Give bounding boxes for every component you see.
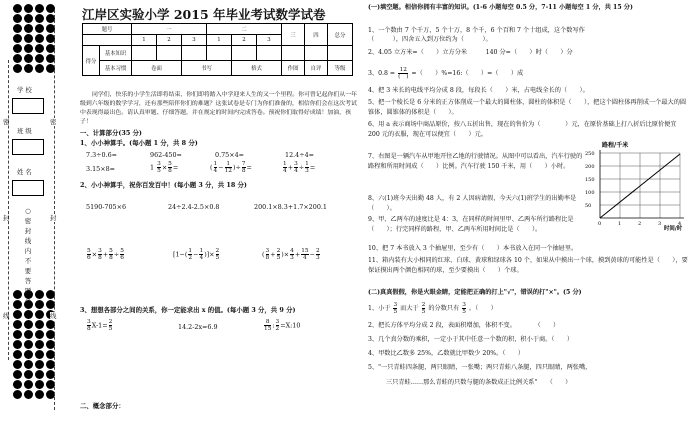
seal-char-2: 封 [3, 214, 10, 222]
warning-char: 不 [24, 257, 32, 265]
binding-hole [13, 350, 22, 359]
fill-q1: 1、一个数由 7 个千万，5 个十万，8 个千，6 个百和 7 个十组成，这个数写作 [368, 27, 585, 34]
score-cell[interactable] [207, 46, 232, 61]
binding-hole [35, 34, 44, 43]
q3-eq3-text: X:10 [285, 321, 301, 330]
binding-hole [35, 350, 44, 359]
tf-q5: 5、"一只青蛙四条腿，两只眼睛，一张嘴；两只青蛙八条腿，四只眼睛，两张嘴， [368, 364, 592, 371]
q2-item-frac1: $\frac{5}{6}$ × $\frac{3}{8}$ + $\frac{5}{8}$ ÷ $\frac{5}{6}$ [87, 248, 124, 261]
binding-hole [13, 320, 22, 329]
binding-hole [13, 390, 22, 399]
name-label: 姓 名 [17, 168, 32, 176]
q1-item: 12.4÷4= [285, 151, 315, 159]
binding-hole [24, 54, 33, 63]
binding-holes-top [13, 4, 56, 73]
binding-hole [24, 340, 33, 349]
binding-hole [24, 330, 33, 339]
x-tick-label: 3 [658, 221, 662, 227]
binding-hole [35, 320, 44, 329]
binding-hole [13, 290, 22, 299]
x-tick-label: 1 [618, 221, 622, 227]
binding-hole [24, 44, 33, 53]
x-tick-label: 0 [598, 221, 602, 227]
binding-hole [13, 34, 22, 43]
binding-hole [13, 360, 22, 369]
warning-char: 封 [24, 227, 32, 235]
binding-hole [35, 340, 44, 349]
binding-hole [24, 64, 33, 73]
score-cell[interactable] [156, 46, 181, 61]
fill-q11: 11、箱内装有大小相同的红球、白球、黄球和绿球各 10 个，如果从中摸出一个球，摸到黄球的可能性是（ ），要保证摸出两个颜色相同的球，至少要摸出（ ）个球。 [368, 257, 688, 274]
sub-num: 2 [232, 35, 257, 46]
fill-q8: 8、六(1)班今天出勤 48 人，有 2 人因病请假，今天六(1)班学生的出勤率是（ ）。 [368, 195, 577, 212]
graph-xlabel: 时间/时 [664, 226, 683, 232]
score-row-label: 得分 [83, 46, 100, 76]
tf-q5b: 三只青蛙……那么青蛙的只数与腿的条数成正比例关系" （ ） [386, 379, 572, 386]
section-2-title: 二、概念部分： [80, 402, 125, 410]
binding-hole [35, 44, 44, 53]
fill-q10: 10、把 7 本书放入 3 个抽屉里，至少有（ ）本书放入在同一个抽屉里。 [368, 245, 578, 252]
th-sec4: 四 [305, 24, 328, 46]
sub-num: 1 [132, 35, 157, 46]
warning-char: 密 [24, 217, 32, 225]
q3-title: 3、想想各部分之间的关系，你一定能求出 x 的值。(每小题 3 分，共 9 分) [80, 306, 296, 314]
fill-q6: 6、用 a 表示商场中商品原价，按八五折出售，现在的售价为（ ）元，在原价基础上打八折后比原价便宜 200 元的衣服，现在可以便宜（ ）元。 [368, 121, 677, 138]
binding-hole [35, 390, 44, 399]
tf-q2: 2、把长方体平均分成 2 段，表面积增加，体积不变。 （ ） [368, 322, 560, 329]
basic-knowledge-label: 基本知识 [100, 46, 132, 61]
sub-num: 1 [207, 35, 232, 46]
score-cell[interactable] [132, 46, 157, 61]
tf-q1-d: 。（ ） [468, 305, 497, 312]
binding-hole [13, 300, 22, 309]
warning-char: 题 [24, 287, 32, 295]
binding-hole [35, 300, 44, 309]
th-sec1: 一 [132, 24, 207, 35]
fill-q7: 7、右图是一辆汽车从甲地开往乙地的行驶情况。从图中可以看出，汽车行驶的路程和所用时间成（ ）比例。汽车行驶 150 千米，用（ ）小时。 [368, 153, 583, 170]
binding-hole [35, 54, 44, 63]
q1-item: 7.3÷0.6= [86, 151, 118, 159]
intro-paragraph: 同学们，快乐的小学生活即将结束，你们即将踏入中学迎来人生的又一个里程。你可曾记起你们从一年级到六年级的数学学习，还有那些陪伴你们的难题？这张试卷是专门为你们准备的，相信你们会在这次考试中表现得最出色。请认真审题、仔细答题，并在规定的时间内完成答卷。预祝你们取得好成绩！加油，孩子！ [80, 92, 358, 126]
habit-item: 等级 [328, 61, 353, 76]
th-sec2: 二 [207, 24, 282, 35]
name-field[interactable] [12, 180, 44, 196]
q1-item-frac1: 1 $\frac{3}{5}$ × $\frac{5}{8}$ = [150, 161, 179, 174]
q1-item: 3.15×8= [86, 165, 116, 173]
sub-num: 2 [156, 35, 181, 46]
warning-char: 答 [24, 277, 32, 285]
binding-hole [35, 360, 44, 369]
tf-q1-b: 而大于 [400, 305, 419, 312]
q1-item-frac3: $\frac{1}{4}$ + $\frac{3}{4}$ ÷ $\frac{1}{3}$ = [283, 161, 316, 174]
q2-item-frac2: [1−( $\frac{1}{2}$ − $\frac{1}{4}$ )]× $\frac{2}{5}$ [173, 248, 220, 261]
fill-q1b: （ ），四舍五入到万位约为（ ）。 [368, 36, 492, 43]
binding-hole [35, 330, 44, 339]
q3-eq1: $\frac{3}{8}$ X-1= $\frac{2}{5}$ [87, 319, 113, 332]
binding-hole [35, 290, 44, 299]
q2-item: 24÷2.4-2.5×0.8 [168, 203, 220, 211]
binding-hole [24, 380, 33, 389]
fill-q2: 2、4.05 立方米=（ ）立方分米 140 分=（ ）时（ ）分 [368, 49, 573, 56]
score-cell[interactable] [305, 46, 328, 61]
binding-hole [35, 370, 44, 379]
seal-char-r2: 封 [50, 214, 57, 222]
th-sec3: 三 [282, 24, 305, 46]
seal-char-1: 密 [3, 118, 10, 126]
q1-item-frac2: ( $\frac{1}{4}$ − $\frac{1}{12}$ )÷ $\frac{7}{8}$ = [210, 161, 252, 174]
page-title: 江岸区实验小学 2015 年毕业考试数学试卷 [82, 7, 326, 22]
binding-holes-bottom [13, 290, 56, 399]
q3-eq2: 14.2-2x=6.9 [178, 323, 218, 331]
seal-char-3: 线 [3, 312, 10, 320]
q3-eq3: $\frac{8}{15}$ : $\frac{3}{2}$ =X:10 [264, 319, 301, 332]
x-tick-label: 4 [678, 221, 682, 227]
fill-q5: 5、把一个棱长是 6 分米的正方体削成一个最大的圆柱体，圆柱的体积是（ ），把这个圆柱体再削成一个最大的圆锥体，圆锥体的体积是（ ）。 [368, 99, 687, 116]
binding-hole [13, 370, 22, 379]
warning-text [24, 206, 32, 306]
score-cell[interactable] [182, 46, 207, 61]
y-tick-label: 250 [585, 151, 595, 157]
binding-hole [24, 320, 33, 329]
q1-item: 0.75×4= [215, 151, 245, 159]
binding-hole [13, 330, 22, 339]
warning-char: ○ [25, 297, 31, 305]
tf-q1: 1、小于 $\frac{3}{5}$ 而大于 $\frac{2}{5}$ 的分数只有 $\frac{3}{5}$ 。（ ） [368, 302, 497, 315]
th-blank [83, 35, 132, 46]
fill-q3-rest: =（ ）%=16:（ ）=（ ）成 [411, 70, 524, 77]
score-cell[interactable] [282, 46, 305, 61]
th-label: 题号 [83, 24, 132, 35]
score-cell[interactable] [256, 46, 281, 61]
seal-line-right [54, 10, 55, 410]
binding-hole [13, 54, 22, 63]
y-tick-label: 150 [585, 177, 595, 183]
school-field[interactable] [12, 98, 44, 114]
section-1-title: 一、计算部分(35 分) [80, 129, 142, 137]
tf-q1-c: 的分数只有 [428, 305, 460, 312]
fill-blank-title: (一)填空题。相信你拥有丰富的知识。(1-6 小题每空 0.5 分，7-11 小题每空 1 分，共 15 分) [368, 4, 633, 11]
q2-title: 2、小小神算手，祝你百发百中！(每小题 3 分，共 18 分) [80, 181, 247, 189]
warning-char: 线 [24, 237, 32, 245]
warning-char: 内 [24, 247, 32, 255]
sub-num: 3 [182, 35, 207, 46]
th-total: 总分 [328, 24, 353, 46]
q2-item-frac3: ( $\frac{3}{8}$ + $\frac{2}{5}$ )× $\frac{4}{3}$ + $\frac{15}{4}$ − $\frac{2}{3}$ [262, 248, 320, 261]
binding-hole [35, 310, 44, 319]
y-tick-label: 50 [585, 203, 592, 209]
seal-char-r3: 线 [50, 312, 57, 320]
class-field[interactable] [12, 139, 44, 155]
habit-item: 格式 [232, 61, 282, 76]
sub-num: 3 [256, 35, 281, 46]
x-tick-label: 2 [638, 221, 642, 227]
binding-hole [24, 34, 33, 43]
fill-q4: 4、把 3 米长的电线平均分成 8 段，每段长（ ）米，占电线全长的（ ）。 [368, 87, 589, 94]
graph-title: 路程/千米 [602, 142, 629, 149]
fill-q3-lead: 3、0.8 = [368, 70, 396, 77]
binding-hole [24, 24, 33, 33]
habit-item: 书写 [182, 61, 232, 76]
score-cell[interactable] [328, 46, 353, 61]
binding-hole [35, 14, 44, 23]
binding-hole [24, 4, 33, 13]
binding-hole [24, 360, 33, 369]
habit-item: 作图 [282, 61, 305, 76]
binding-hole [24, 370, 33, 379]
q2-item: 5190-705×6 [86, 203, 127, 211]
tf-q1-a: 1、小于 [368, 305, 391, 312]
binding-hole [24, 14, 33, 23]
binding-hole [35, 380, 44, 389]
fill-q9: 9、甲、乙两车的速度比是 4：3，在同样的时间里甲、乙两车所行路程比是（ ）；行完同样的路程，甲、乙两车所用时间比是（ ）。 [368, 216, 574, 233]
true-false-title: (二)真真假假，你是火眼金睛，定能把正确的打上"√"，错误的打"×"。(5 分) [368, 289, 582, 296]
binding-hole [13, 64, 22, 73]
seal-char-r1: 密 [50, 118, 57, 126]
binding-hole [35, 64, 44, 73]
binding-hole [24, 350, 33, 359]
q2-item: 200.1×8.3+1.7×200.1 [254, 203, 327, 211]
q1-title: 1、小小神算手。(每小题 1 分，共 8 分) [80, 139, 198, 147]
warning-char: ○ [25, 207, 31, 215]
habit-item: 卷面 [132, 61, 182, 76]
habit-item: 自评 [305, 61, 328, 76]
binding-hole [13, 4, 22, 13]
binding-hole [13, 310, 22, 319]
score-cell[interactable] [232, 46, 257, 61]
binding-hole [24, 390, 33, 399]
tf-q3: 3、几个真分数的乘积，一定小于其中任意一个数的积，积小于商。（ ） [368, 336, 574, 343]
binding-hole [13, 14, 22, 23]
basic-habit-label: 基本习惯 [100, 61, 132, 76]
tf-q4: 4、甲数比乙数多 25%，乙数就比甲数少 20%。（ ） [368, 350, 525, 357]
binding-hole [35, 24, 44, 33]
binding-hole [13, 44, 22, 53]
school-label: 学 校 [17, 86, 32, 94]
binding-hole [13, 24, 22, 33]
binding-hole [13, 380, 22, 389]
q1-item: 962-450= [150, 151, 182, 159]
distance-time-graph [584, 140, 692, 232]
score-table [82, 23, 353, 76]
binding-hole [13, 340, 22, 349]
y-tick-label: 100 [585, 190, 595, 196]
q3-eq1-text: X-1= [91, 321, 108, 330]
warning-char: 要 [24, 267, 32, 275]
fill-q3: 3、0.8 = $\frac{12}{( )}$ =（ ）%=16:（ ）=（ ）成 [368, 67, 524, 80]
binding-hole [35, 4, 44, 13]
class-label: 班 级 [17, 127, 32, 135]
y-tick-label: 200 [585, 164, 595, 170]
binding-hole [24, 310, 33, 319]
